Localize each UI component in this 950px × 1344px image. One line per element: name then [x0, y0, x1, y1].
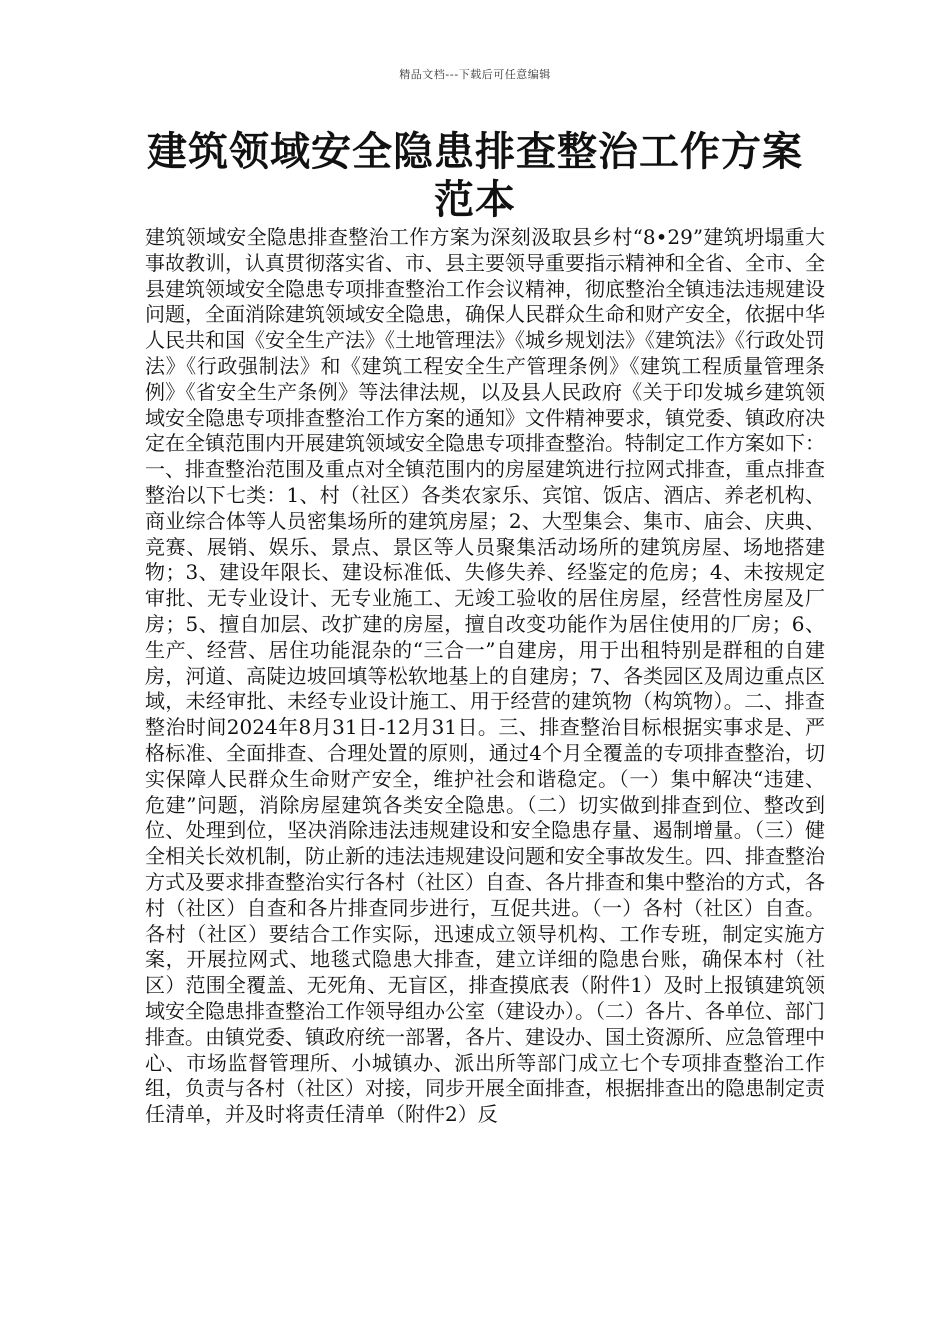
header-note: 精品文档---下载后可任意编辑: [399, 68, 551, 81]
document-title: 建筑领域安全隐患排查整治工作方案范本: [147, 129, 803, 223]
document-body: 建筑领域安全隐患排查整治工作方案为深刻汲取县乡村“8•29”建筑坍塌重大事故教训，认真贯彻落实省、市、县主要领导重要指示精神和全省、全市、全县建筑领域安全隐患专项排查整治工作会议精神，彻底整治全镇违法违规建设问题，全面消除建筑领域安全隐患，确保人民群众生命和财产安全，依据中华人民共和国《安全生产法》《土地管理法》《城乡规划法》《建筑法》《行政处罚法》《行政强制法》和《建筑工程安全生产管理条例》《建筑工程质量管理条例》《省安全生产条例》等法律法规，以及县人民政府《关于印发城乡建筑领域安全隐患专项排查整治工作方案的通知》文件精神要求，镇党委、镇政府决定在全镇范围内开展建筑领域安全隐患专项排查整治。特制定工作方案如下：一、排查整治范围及重点对全镇范围内的房屋建筑进行拉网式排查，重点排查整治以下七类：1、村（社区）各类农家乐、宾馆、饭店、酒店、养老机构、商业综合体等人员密集场所的建筑房屋；2、大型集会、集市、庙会、庆典、竞赛、展销、娱乐、景点、景区等人员聚集活动场所的建筑房屋、场地搭建物；3、建设年限长、建设标准低、失修失养、经鉴定的危房；4、未按规定审批、无专业设计、无专业施工、无竣工验收的居住房屋，经营性房屋及厂房；5、擅自加层、改扩建的房屋，擅自改变功能作为居住使用的厂房；6、生产、经营、居住功能混杂的“三合一”自建房，用于出租特别是群租的自建房，河道、高陡边坡回填等松软地基上的自建房；7、各类园区及周边重点区域，未经审批、未经专业设计施工、用于经营的建筑物（构筑物）。二、排查整治时间2024年8月31日-12月31日。三、排查整治目标根据实事求是、严格标准、全面排查、合理处置的原则，通过4个月全覆盖的专项排查整治，切实保障人民群众生命财产安全，维护社会和谐稳定。（一）集中解决“违建、危建”问题，消除房屋建筑各类安全隐患。（二）切实做到排查到位、整改到位、处理到位，坚决消除违法违规建设和安全隐患存量、遏制增量。（三）健全相关长效机制，防止新的违法违规建设问题和安全事故发生。四、排查整治方式及要求排查整治实行各村（社区）自查、各片排查和集中整治的方式，各村（社区）自查和各片排查同步进行，互促共进。（一）各村（社区）自查。各村（社区）要结合工作实际，迅速成立领导机构、工作专班，制定实施方案，开展拉网式、地毯式隐患大排查，建立详细的隐患台账，确保本村（社区）范围全覆盖、无死角、无盲区，排查摸底表（附件1）及时上报镇建筑领域安全隐患排查整治工作领导组办公室（建设办）。（二）各片、各单位、部门排查。由镇党委、镇政府统一部署，各片、建设办、国土资源所、应急管理中心、市场监督管理所、小城镇办、派出所等部门成立七个专项排查整治工作组，负责与各村（社区）对接，同步开展全面排查，根据排查出的隐患制定责任清单，并及时将责任清单（附件2）反: [145, 225, 825, 1127]
